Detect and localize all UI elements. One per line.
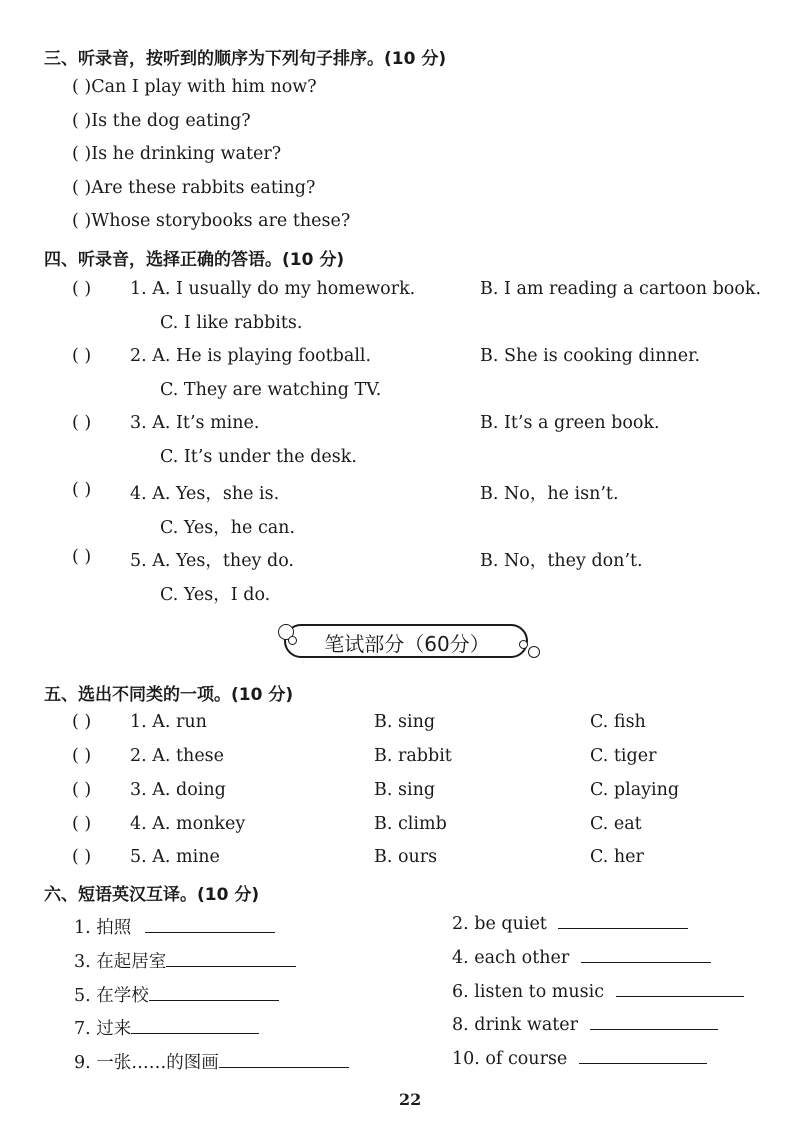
option-b: B. sing: [374, 712, 436, 732]
option-c: C. playing: [590, 780, 680, 800]
option-c: C. It’s under the desk.: [160, 447, 357, 467]
translation-item: [452, 1015, 718, 1035]
answer-blank[interactable]: ( ): [72, 211, 92, 231]
translation-item: [452, 1049, 707, 1069]
answer-line[interactable]: [166, 965, 296, 967]
answer-blank[interactable]: ( ): [72, 144, 92, 164]
phrase: 7. 过来: [74, 1019, 132, 1039]
option-b: B. rabbit: [374, 746, 452, 766]
answer-line[interactable]: [581, 961, 711, 963]
option-a: 1. A. I usually do my homework.: [130, 279, 416, 299]
answer-blank[interactable]: ( ): [72, 279, 92, 299]
banner-title: 笔试部分（60分）: [324, 632, 490, 656]
item-text: Can I play with him now?: [91, 77, 317, 97]
option-c: C. They are watching TV.: [160, 380, 382, 400]
answer-line[interactable]: [616, 995, 744, 997]
translation-item: [452, 948, 711, 968]
translation-item: [452, 914, 688, 934]
answer-line[interactable]: [219, 1066, 349, 1068]
list-item: [72, 178, 315, 198]
section-5-title: 五、选出不同类的一项。(10 分): [44, 685, 294, 705]
option-c: C. eat: [590, 814, 642, 834]
phrase: 5. 在学校: [74, 986, 149, 1006]
answer-line[interactable]: [131, 1032, 259, 1034]
option-c: C. Yes，he can.: [160, 518, 296, 538]
phrase: 10. of course: [452, 1049, 568, 1069]
answer-blank[interactable]: ( ): [72, 712, 92, 732]
option-b: B. It’s a green book.: [480, 413, 660, 433]
option-c: C. tiger: [590, 746, 657, 766]
list-item: [72, 77, 317, 97]
list-item: [72, 211, 350, 231]
list-item: [72, 144, 281, 164]
translation-item: [74, 1049, 349, 1074]
answer-blank[interactable]: ( ): [72, 814, 92, 834]
answer-line[interactable]: [558, 927, 688, 929]
translation-item: [74, 948, 296, 973]
answer-blank[interactable]: ( ): [72, 346, 92, 366]
option-a: 3. A. doing: [130, 780, 226, 800]
translation-item: [74, 914, 275, 939]
option-b: B. climb: [374, 814, 447, 834]
option-a: 1. A. run: [130, 712, 207, 732]
phrase: 2. be quiet: [452, 914, 547, 934]
option-b: B. She is cooking dinner.: [480, 346, 701, 366]
option-a: 5. A. Yes，they do.: [130, 551, 294, 571]
item-text: Whose storybooks are these?: [91, 211, 351, 231]
phrase: 8. drink water: [452, 1015, 579, 1035]
option-c: C. fish: [590, 712, 646, 732]
option-b: B. No，he isn’t.: [480, 484, 619, 504]
list-item: [72, 111, 251, 131]
written-section-banner: [274, 622, 540, 662]
phrase: 9. 一张……的图画: [74, 1053, 219, 1073]
option-a: 2. A. these: [130, 746, 225, 766]
item-text: Are these rabbits eating?: [91, 178, 316, 198]
translation-item: [74, 1015, 259, 1040]
section-3-title: 三、听录音，按听到的顺序为下列句子排序。(10 分): [44, 49, 447, 69]
item-text: Is the dog eating?: [91, 111, 251, 131]
option-b: B. sing: [374, 780, 436, 800]
answer-line[interactable]: [149, 999, 279, 1001]
option-c: C. her: [590, 847, 644, 867]
option-a: 4. A. monkey: [130, 814, 246, 834]
page-number: 22: [399, 1090, 422, 1109]
answer-blank[interactable]: ( ): [72, 178, 92, 198]
answer-blank[interactable]: ( ): [72, 480, 92, 500]
answer-blank[interactable]: ( ): [72, 847, 92, 867]
answer-blank[interactable]: ( ): [72, 780, 92, 800]
answer-blank[interactable]: ( ): [72, 413, 92, 433]
section-4-title: 四、听录音，选择正确的答语。(10 分): [44, 250, 345, 270]
answer-blank[interactable]: ( ): [72, 77, 92, 97]
answer-line[interactable]: [579, 1062, 707, 1064]
answer-blank[interactable]: ( ): [72, 547, 92, 567]
phrase: 6. listen to music: [452, 982, 605, 1002]
option-a: 2. A. He is playing football.: [130, 346, 372, 366]
answer-line[interactable]: [145, 931, 275, 933]
option-b: B. No，they don’t.: [480, 551, 643, 571]
phrase: 1. 拍照: [74, 918, 132, 938]
phrase: 4. each other: [452, 948, 570, 968]
answer-blank[interactable]: ( ): [72, 111, 92, 131]
phrase: 3. 在起居室: [74, 952, 167, 972]
option-a: 3. A. It’s mine.: [130, 413, 260, 433]
option-c: C. I like rabbits.: [160, 313, 303, 333]
option-a: 5. A. mine: [130, 847, 220, 867]
translation-item: [452, 982, 744, 1002]
answer-blank[interactable]: ( ): [72, 746, 92, 766]
option-b: B. ours: [374, 847, 438, 867]
option-c: C. Yes，I do.: [160, 585, 271, 605]
answer-line[interactable]: [590, 1028, 718, 1030]
translation-item: [74, 982, 279, 1007]
option-b: B. I am reading a cartoon book.: [480, 279, 762, 299]
section-6-title: 六、短语英汉互译。(10 分): [44, 885, 260, 905]
item-text: Is he drinking water?: [91, 144, 282, 164]
option-a: 4. A. Yes，she is.: [130, 484, 280, 504]
